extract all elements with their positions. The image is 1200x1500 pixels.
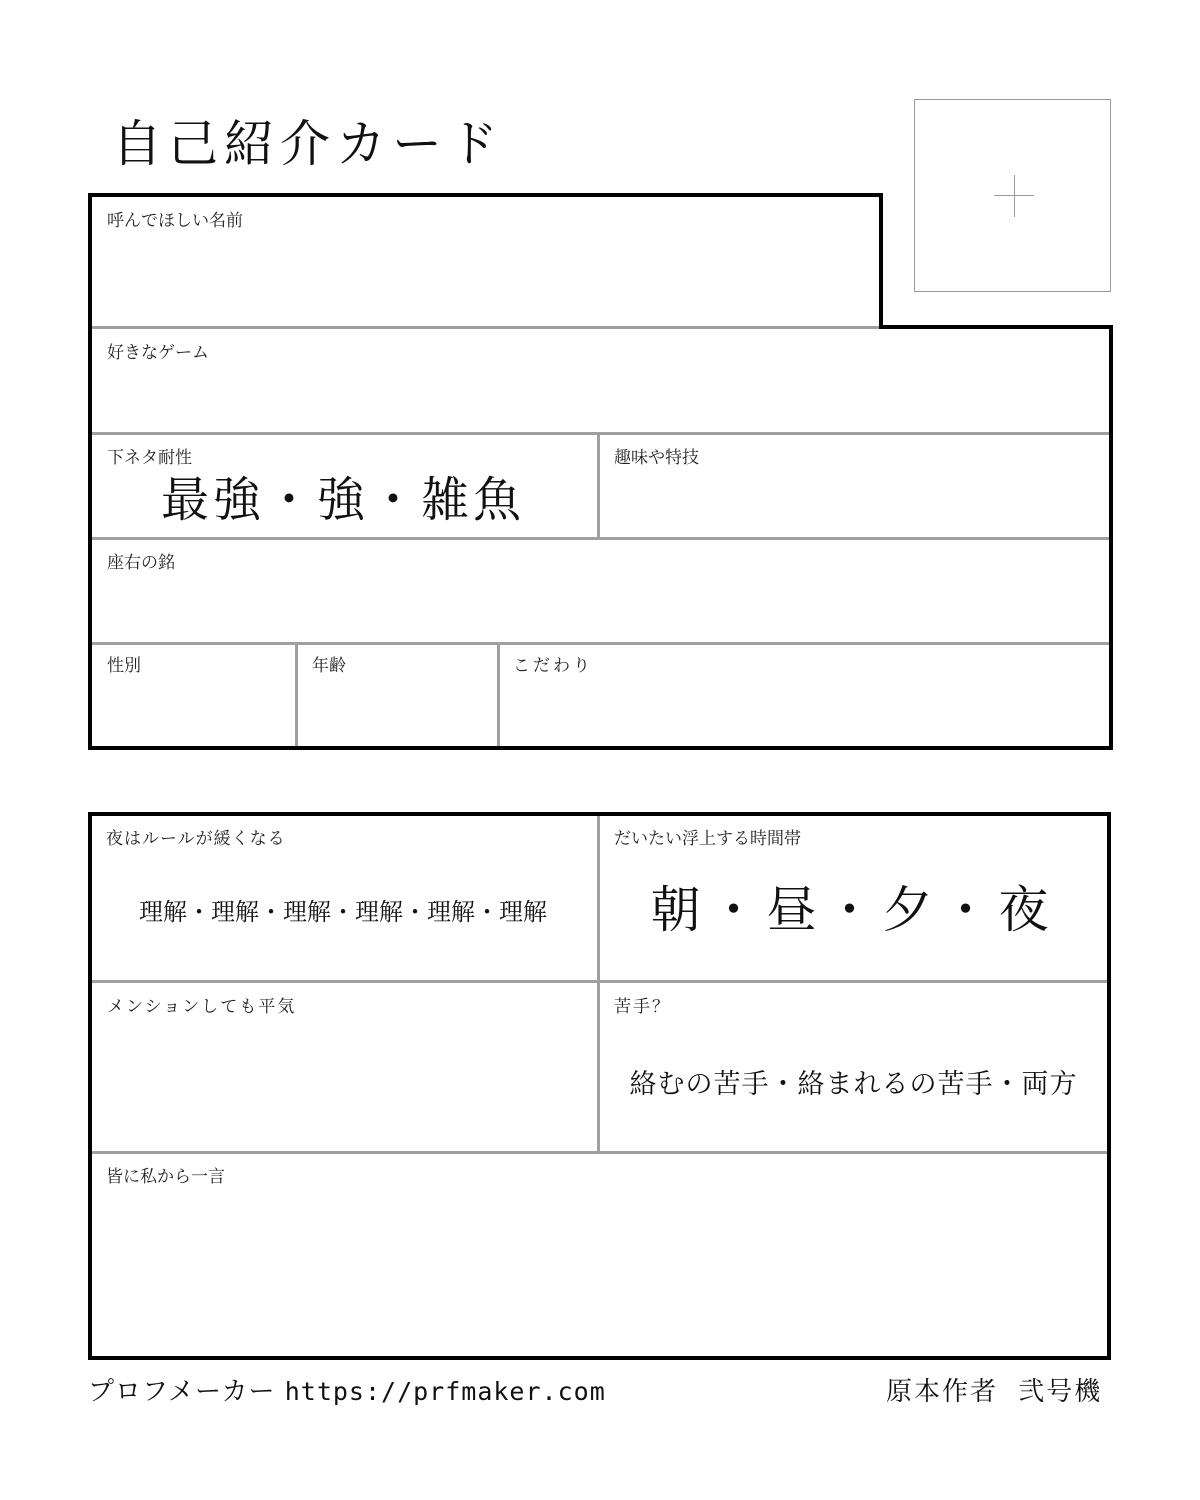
field-online-time[interactable] [600,816,1107,980]
border [879,193,883,329]
border [1109,325,1113,750]
footer-author [886,1375,1102,1409]
field-label: こだわり [513,656,593,676]
border [1107,812,1111,1360]
field-label: 呼んでほしい名前 [107,211,243,231]
border [88,1356,1111,1360]
author-name: 弐号機 [1018,1377,1103,1407]
plus-icon-vertical [1014,175,1015,217]
footer-credit [88,1375,606,1409]
field-value: 絡むの苦手・絡まれるの苦手・両方 [629,1069,1078,1100]
field-label: 性別 [107,656,141,676]
field-dislike[interactable] [600,983,1107,1151]
author-label: 原本作者 [886,1377,999,1407]
field-gender[interactable] [92,645,295,746]
page-title: 自己紹介カード [112,115,504,173]
field-label: 皆に私から一言 [106,1167,225,1187]
field-age[interactable] [298,645,497,746]
border [88,746,1113,750]
field-night-rules[interactable] [92,816,597,980]
field-label: 趣味や特技 [614,448,699,468]
field-value: 朝・昼・夕・夜 [650,881,1057,939]
field-dirty-joke-tolerance[interactable] [92,435,597,537]
field-hobbies[interactable] [600,435,1109,537]
field-label: メンションしても平気 [107,997,297,1017]
field-mention-ok[interactable] [92,983,597,1151]
field-message[interactable] [92,1154,1107,1356]
field-label: 年齢 [312,656,346,676]
field-label: 座右の銘 [107,553,175,573]
field-name[interactable] [92,197,879,326]
field-label: 下ネタ耐性 [107,448,192,468]
photo-upload-box[interactable] [914,99,1111,292]
field-label: 夜はルールが緩くなる [106,829,286,849]
field-label: だいたい浮上する時間帯 [614,829,801,849]
field-value: 最強・強・雑魚 [160,472,525,528]
field-motto[interactable] [92,540,1109,642]
field-favorite-game[interactable] [92,329,1109,432]
maker-name: プロフメーカー [88,1377,276,1407]
field-label: 苦手？ [614,997,671,1017]
field-value: 理解・理解・理解・理解・理解・理解 [139,898,547,926]
field-preference[interactable] [500,645,1109,746]
maker-url-link[interactable]: https://prfmaker.com [284,1377,606,1406]
field-label: 好きなゲーム [107,343,209,363]
